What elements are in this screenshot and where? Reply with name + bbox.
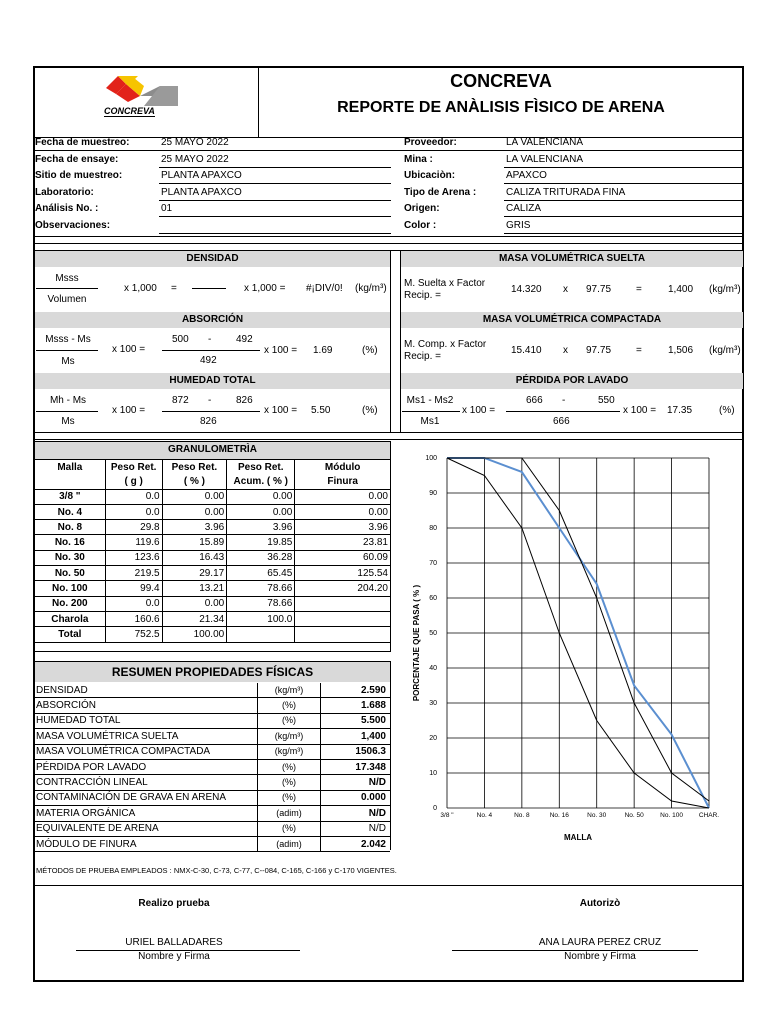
perdida-num: Ms1 - Ms2 [406,395,454,406]
resumen-value: 1,400 [321,729,391,744]
gran-header: Peso Ret. [227,460,295,475]
gran-cell: 65.45 [227,566,295,581]
gran-cell: 0.00 [162,504,227,519]
info-right-value: APAXCO [506,170,547,181]
divider [34,432,743,433]
divider [162,411,260,412]
info-right-label: Tipo de Arena : [404,186,477,198]
resumen-label: CONTRACCIÓN LINEAL [35,775,258,790]
absorcion-title: ABSORCIÓN [181,314,244,325]
densidad-result: #¡DIV/0! [306,283,343,294]
divider [390,250,391,432]
resumen-value: N/D [321,806,391,821]
table-row [35,627,391,642]
y-tick-label: 70 [429,560,437,567]
metodos-text: MÉTODOS DE PRUEBA EMPLEADOS : NMX-C-30, C-73, C-77, C--084, C-165, C-166 y C-170 VIGENTES. [36,866,397,875]
gran-cell [295,596,391,611]
table-row [35,566,391,581]
resumen-unit: (%) [258,775,321,790]
mv-suelta-a: 14.320 [511,284,542,295]
gran-cell: 19.85 [227,535,295,550]
densidad-unit: (kg/m³) [355,283,387,294]
absorcion-c: 492 [200,355,217,366]
table-row [35,520,391,535]
gran-header: Peso Ret. [105,460,162,475]
resumen-unit: (%) [258,698,321,713]
gran-cell: 119.6 [105,535,162,550]
gran-cell: 160.6 [105,611,162,626]
divider [162,350,260,351]
resumen-label: CONTAMINACIÓN DE GRAVA EN ARENA [35,790,258,805]
divider [504,183,743,184]
gran-cell: No. 50 [35,566,106,581]
gran-cell: 78.66 [227,596,295,611]
table-row [35,550,391,565]
gran-cell: No. 30 [35,550,106,565]
report-title: REPORTE DE ANÀLISIS FÌSICO DE ARENA [337,99,665,116]
resumen-unit: (adim) [258,836,321,851]
table-row [35,806,390,821]
divider [36,350,98,351]
info-right-label: Color : [404,219,437,231]
resumen-label: MASA VOLUMÉTRICA SUELTA [35,729,258,744]
gran-cell: 0.0 [105,504,162,519]
mv-suelta-result: 1,400 [668,284,694,295]
divider [402,411,460,412]
resumen-label: HUMEDAD TOTAL [35,713,258,728]
absorcion-a: 500 [172,334,189,345]
info-left-label: Sitio de muestreo: [35,170,123,181]
mv-suelta-title: MASA VOLUMÉTRICA SUELTA [498,253,646,264]
gran-subheader: Finura [295,474,391,489]
divider [159,233,391,234]
resumen-value: 5.500 [321,713,391,728]
info-left-label: Laboratorio: [35,186,94,198]
mv-suelta-label2: Recip. = [404,290,441,301]
humedad-x1: x 100 = [112,405,146,416]
perdida-b: 550 [598,395,615,406]
mv-compactada-label1: M. Comp. x Factor [404,339,487,350]
gran-cell: 13.21 [162,581,227,596]
mv-compactada-eq: = [636,345,642,356]
resumen-value: N/D [321,775,391,790]
resumen-value: 1506.3 [321,744,391,759]
gran-cell: 125.54 [295,566,391,581]
info-right-value: CALIZA [506,203,542,214]
signature-left-name: URIEL BALLADARES [125,937,223,948]
gran-cell: 0.00 [227,489,295,504]
x-tick-label: No. 8 [514,812,530,819]
perdida-title: PÉRDIDA POR LAVADO [515,375,629,386]
company-name: CONCREVA [450,71,552,91]
gran-cell: 29.17 [162,566,227,581]
humedad-x2: x 100 = [264,405,298,416]
info-right-label: Mina : [404,153,433,165]
humedad-title: HUMEDAD TOTAL [169,375,256,386]
y-tick-label: 20 [429,735,437,742]
gran-cell: 16.43 [162,550,227,565]
granulometry-chart [400,445,740,865]
gran-subheader: Acum. ( % ) [227,474,295,489]
gran-cell: 123.6 [105,550,162,565]
divider [34,661,391,662]
concreva-logo [104,72,182,118]
perdida-x1: x 100 = [462,405,496,416]
gran-cell: 21.34 [162,611,227,626]
info-right-label: Ubicaciòn: [404,170,456,181]
perdida-x2: x 100 = [623,405,657,416]
divider [192,288,226,289]
mv-suelta-unit: (kg/m³) [709,284,741,295]
gran-cell: 204.20 [295,581,391,596]
x-tick-label: 3/8 " [440,812,454,819]
divider [504,167,743,168]
table-row [35,744,390,759]
absorcion-den: Ms [61,356,75,367]
table-row [35,581,391,596]
gran-cell: 3.96 [162,520,227,535]
gran-cell: 752.5 [105,627,162,642]
gran-cell: 15.89 [162,535,227,550]
series-line [447,458,709,801]
mv-compactada-label2: Recip. = [404,351,441,362]
humedad-unit: (%) [362,405,378,416]
info-left-label: Fecha de muestreo: [35,137,130,148]
mv-suelta-eq: = [636,284,642,295]
y-tick-label: 100 [425,455,437,462]
signature-right-caption: Nombre y Firma [564,951,636,962]
y-tick-label: 0 [433,805,437,812]
mv-compactada-title: MASA VOLUMÉTRICA COMPACTADA [482,314,662,325]
divider [504,200,743,201]
divider [504,233,743,234]
resumen-label: MASA VOLUMÉTRICA COMPACTADA [35,744,258,759]
densidad-den: Volumen [47,294,87,305]
table-row [35,596,391,611]
humedad-b: 826 [236,395,253,406]
divider [34,885,743,886]
gran-cell: 0.00 [162,489,227,504]
perdida-c: 666 [553,416,570,427]
y-tick-label: 40 [429,665,437,672]
divider [36,288,98,289]
divider [34,150,743,151]
info-right-label: Origen: [404,203,440,214]
table-row [35,713,390,728]
perdida-den: Ms1 [420,416,440,427]
divider [400,250,401,432]
resumen-value: N/D [321,821,391,836]
info-right-value: LA VALENCIANA [506,137,584,148]
densidad-eq: = [171,283,177,294]
divider [506,411,620,412]
gran-cell: 0.00 [162,596,227,611]
gran-cell: 60.09 [295,550,391,565]
info-left-value: PLANTA APAXCO [161,186,242,198]
table-row [35,611,391,626]
humedad-num: Mh - Ms [49,395,87,406]
resumen-title: RESUMEN PROPIEDADES FÍSICAS [111,665,314,679]
gran-subheader: ( g ) [105,474,162,489]
divider [34,243,743,244]
info-right-value: LA VALENCIANA [506,153,584,165]
gran-cell: 78.66 [227,581,295,596]
gran-cell [295,627,391,642]
gran-cell: 100.00 [162,627,227,642]
resumen-value: 2.042 [321,836,391,851]
mv-compactada-a: 15.410 [511,345,542,356]
mv-compactada-x: x [563,345,568,356]
info-left-label: Análisis No. : [35,203,99,214]
gran-cell: 99.4 [105,581,162,596]
resumen-value: 0.000 [321,790,391,805]
gran-cell: 0.00 [295,489,391,504]
absorcion-result: 1.69 [313,345,333,356]
gran-cell: 3.96 [227,520,295,535]
divider [159,216,391,217]
x-tick-label: No. 16 [549,812,569,819]
x-tick-label: No. 4 [476,812,493,819]
info-left-label: Fecha de ensaye: [35,153,119,165]
y-tick-label: 60 [429,595,437,602]
humedad-dash: - [208,395,212,406]
gran-cell: 0.0 [105,489,162,504]
divider [36,411,98,412]
gran-cell: 3.96 [295,520,391,535]
mv-compactada-b: 97.75 [586,345,612,356]
divider [159,167,391,168]
table-row [35,790,390,805]
absorcion-num: Msss - Ms [45,334,91,345]
absorcion-b: 492 [236,334,253,345]
info-right-label: Proveedor: [404,137,457,148]
densidad-title: DENSIDAD [186,253,239,264]
absorcion-unit: (%) [362,345,378,356]
humedad-a: 872 [172,395,189,406]
gran-cell: No. 100 [35,581,106,596]
table-row [35,683,390,698]
divider [34,137,743,138]
info-left-value: 01 [161,203,173,214]
absorcion-dash: - [208,334,212,345]
table-row [35,489,391,504]
granulometria-table [34,459,391,643]
signature-right-name: ANA LAURA PEREZ CRUZ [538,937,662,948]
resumen-value: 1.688 [321,698,391,713]
humedad-result: 5.50 [311,405,331,416]
resumen-unit: (kg/m³) [258,744,321,759]
info-left-value: 25 MAYO 2022 [161,153,229,165]
y-tick-label: 90 [429,490,437,497]
x-axis-label: MALLA [564,833,592,842]
humedad-c: 826 [200,416,217,427]
resumen-value: 2.590 [321,683,391,698]
gran-header: Módulo [295,460,391,475]
table-row [35,504,391,519]
divider [504,216,743,217]
gran-subheader [35,474,106,489]
gran-cell: Total [35,627,106,642]
mv-suelta-x: x [563,284,568,295]
gran-cell: 0.00 [227,504,295,519]
table-row [35,535,391,550]
table-row [35,759,390,774]
table-row [35,698,390,713]
densidad-num: Msss [55,273,79,284]
resumen-unit: (%) [258,790,321,805]
perdida-unit: (%) [719,405,735,416]
info-left-value: PLANTA APAXCO [161,170,242,181]
resumen-label: MÓDULO DE FINURA [35,836,258,851]
info-left-label: Observaciones: [35,219,111,231]
gran-cell: No. 8 [35,520,106,535]
gran-cell: 3/8 " [35,489,106,504]
signature-left-title: Realizo prueba [138,898,210,909]
granulometria-title: GRANULOMETRÌA [168,444,257,455]
table-row [35,836,390,851]
x-tick-label: No. 30 [587,812,607,819]
resumen-label: ABSORCIÓN [35,698,258,713]
densidad-x2: x 1,000 = [244,283,286,294]
gran-cell: Charola [35,611,106,626]
x-tick-label: CHAR. [698,812,720,819]
divider [159,200,391,201]
mv-compactada-result: 1,506 [668,345,694,356]
table-row [35,821,390,836]
mv-suelta-b: 97.75 [586,284,612,295]
x-tick-label: No. 100 [660,812,683,819]
signature-left-caption: Nombre y Firma [138,951,210,962]
resumen-label: MATERIA ORGÁNICA [35,806,258,821]
gran-header: Peso Ret. [162,460,227,475]
mv-compactada-unit: (kg/m³) [709,345,741,356]
y-tick-label: 30 [429,700,437,707]
info-right-value: GRIS [506,219,531,231]
resumen-unit: (%) [258,759,321,774]
gran-header: Malla [35,460,106,475]
perdida-a: 666 [526,395,543,406]
resumen-table [35,683,390,852]
perdida-dash: - [562,395,566,406]
gran-cell: No. 200 [35,596,106,611]
gran-cell: 0.00 [295,504,391,519]
resumen-label: EQUIVALENTE DE ARENA [35,821,258,836]
gran-cell [295,611,391,626]
resumen-label: PÉRDIDA POR LAVADO [35,759,258,774]
resumen-value: 17.348 [321,759,391,774]
densidad-x1: x 1,000 [124,283,157,294]
table-row [35,729,390,744]
gran-cell: 36.28 [227,550,295,565]
gran-cell: 100.0 [227,611,295,626]
resumen-label: DENSIDAD [35,683,258,698]
y-tick-label: 50 [429,630,437,637]
y-tick-label: 10 [429,770,437,777]
resumen-unit: (adim) [258,806,321,821]
absorcion-x1: x 100 = [112,344,146,355]
gran-cell: 219.5 [105,566,162,581]
divider [159,183,391,184]
gran-cell: 23.81 [295,535,391,550]
gran-cell [227,627,295,642]
info-left-value: 25 MAYO 2022 [161,137,229,148]
perdida-result: 17.35 [667,405,693,416]
table-row [35,775,390,790]
gran-cell: No. 16 [35,535,106,550]
resumen-unit: (%) [258,821,321,836]
absorcion-x2: x 100 = [264,345,298,356]
divider [34,439,743,440]
humedad-den: Ms [61,416,75,427]
divider [34,236,743,237]
logo-text: CONCREVA [104,106,155,116]
resumen-unit: (kg/m³) [258,729,321,744]
resumen-unit: (kg/m³) [258,683,321,698]
signature-right-title: Autorizò [579,898,621,909]
gran-cell: 29.8 [105,520,162,535]
x-tick-label: No. 50 [624,812,644,819]
resumen-unit: (%) [258,713,321,728]
gran-cell: 0.0 [105,596,162,611]
y-tick-label: 80 [429,525,437,532]
gran-cell: No. 4 [35,504,106,519]
divider [390,661,391,850]
mv-suelta-label1: M. Suelta x Factor [404,278,486,289]
gran-subheader: ( % ) [162,474,227,489]
info-right-value: CALIZA TRITURADA FINA [506,186,626,198]
y-axis-label: PORCENTAJE QUE PASA ( % ) [412,584,421,702]
